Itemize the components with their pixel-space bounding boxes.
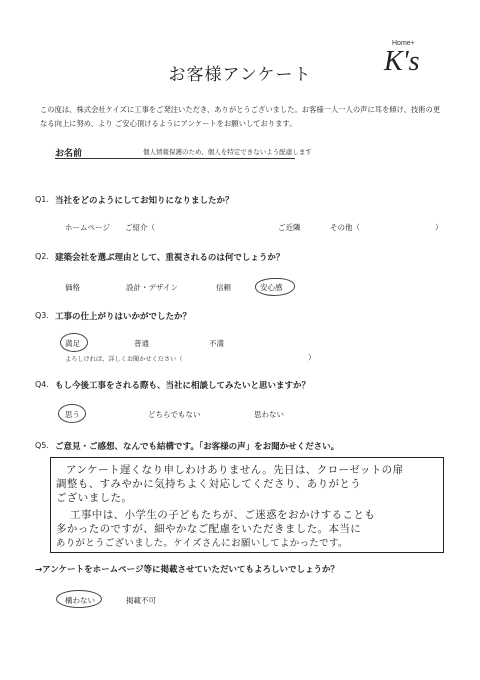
q2-selection-circle bbox=[255, 278, 295, 296]
q4-option-yes[interactable]: 思う bbox=[65, 410, 80, 419]
q3-detail-close-paren: ） bbox=[308, 353, 316, 362]
publish-option-ng[interactable]: 掲載不可 bbox=[126, 596, 156, 605]
publish-option-ok[interactable]: 構わない bbox=[65, 596, 95, 605]
q2-option-design[interactable]: 設計・デザイン bbox=[126, 283, 178, 292]
page-title: お客様アンケート bbox=[168, 65, 312, 85]
q3-detail-prompt: よろしければ、詳しくお聞かせください（ bbox=[65, 356, 183, 363]
handwritten-line-1: アンケート遅くなり申しわけありません。先日は、クローゼットの扉 bbox=[66, 464, 404, 476]
handwritten-line-3: ございました。 bbox=[56, 492, 133, 504]
q4-option-no[interactable]: 思わない bbox=[254, 410, 284, 419]
q1-option-homepage[interactable]: ホームページ bbox=[65, 223, 110, 232]
name-label: お名前 bbox=[55, 149, 83, 159]
handwritten-line-5: 多かったのですが、細やかなご配慮をいただきました。本当に bbox=[56, 523, 362, 535]
q1-option-other[interactable]: その他（ bbox=[330, 223, 360, 232]
q3-number: Q3. bbox=[35, 311, 49, 320]
q1-other-close-paren: ） bbox=[435, 223, 443, 232]
q4-question: もし今後工事をされる際も、当社に相談してみたいと思いますか？ bbox=[55, 381, 311, 391]
q3-option-normal[interactable]: 普通 bbox=[134, 339, 149, 348]
q3-option-dissatisfied[interactable]: 不満 bbox=[209, 339, 224, 348]
q3-option-satisfied[interactable]: 満足 bbox=[65, 339, 80, 348]
q4-option-neutral[interactable]: どちらでもない bbox=[148, 410, 201, 419]
q5-number: Q5. bbox=[35, 441, 49, 450]
logo-home-plus: Home+ bbox=[392, 40, 415, 47]
q1-option-neighbor[interactable]: ご近隣 bbox=[278, 223, 301, 232]
q1-number: Q1. bbox=[35, 195, 49, 204]
q2-question: 建築会社を選ぶ理由として、重視されるのは何でしょうか？ bbox=[55, 253, 285, 263]
q5-question: ご意見・ご感想、なんでも結構です。「お客様の声」をお聞かせください。 bbox=[55, 442, 340, 452]
name-field-line[interactable] bbox=[55, 158, 295, 159]
q1-question: 当社をどのようにしてお知りになりましたか？ bbox=[55, 196, 234, 206]
q4-selection-circle bbox=[58, 404, 86, 423]
handwritten-line-2: 調整も、すみやかに気持ちよく対応してくださり、ありがとう bbox=[56, 478, 362, 490]
privacy-note: 個人情報保護のため、個人を特定できないよう配慮します bbox=[143, 148, 312, 156]
logo-ks-mark: K's bbox=[384, 46, 420, 77]
handwritten-line-4: 工事中は、小学生の子どもたちが、ご迷惑をおかけすることも bbox=[70, 509, 376, 521]
intro-paragraph: この度は、株式会社ケイズに工事をご発注いただき、ありがとうございました。お客様一人一人の声に耳を傾け、技術の更なる向上に努め、より ご安心頂けるようにアンケートをお願いしております。 bbox=[40, 105, 441, 128]
q2-option-trust[interactable]: 信頼 bbox=[216, 283, 231, 292]
company-logo bbox=[380, 40, 440, 80]
q3-question: 工事の仕上がりはいかがでしたか？ bbox=[55, 312, 192, 322]
publish-selection-circle bbox=[56, 590, 102, 608]
handwritten-line-6: ありがとうございました。ケイズさんにお願いしてよかったです。 bbox=[56, 538, 348, 549]
publish-question: →アンケートをホームページ等に掲載させていただいてもよろしいでしょうか？ bbox=[35, 565, 339, 575]
q1-option-referral[interactable]: ご紹介（ bbox=[125, 223, 155, 232]
q2-option-peace-of-mind[interactable]: 安心感 bbox=[260, 283, 283, 292]
q2-option-price[interactable]: 価格 bbox=[65, 283, 80, 292]
q4-number: Q4. bbox=[35, 380, 49, 389]
q2-number: Q2. bbox=[35, 252, 49, 261]
q3-selection-circle bbox=[60, 333, 88, 352]
